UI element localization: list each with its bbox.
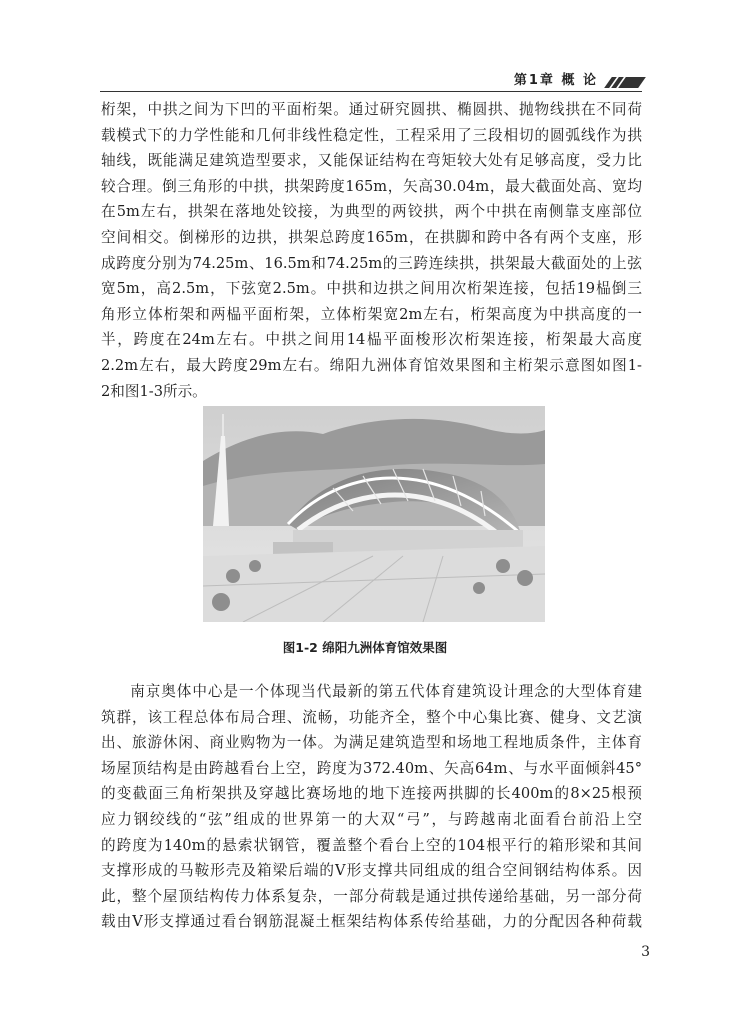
- text-line: 宽5m，高2.5m，下弦宽2.5m。中拱和边拱之间用次桁架连接，包括19榀倒三: [101, 280, 642, 298]
- text-line: 角形立体桁架和两榀平面桁架，立体桁架宽2m左右，桁架高度为中拱高度的一: [101, 305, 642, 323]
- text-line: 的变截面三角桁架拱及穿越比赛场地的地下连接两拱脚的长400m的8×25根预: [101, 785, 642, 803]
- text-line: 载模式下的力学性能和几何非线性稳定性，工程采用了三段相切的圆弧线作为拱: [101, 126, 642, 144]
- text-line: 筑群，该工程总体布局合理、流畅，功能齐全，整个中心集比赛、健身、文艺演: [101, 708, 642, 726]
- text-line: 半，跨度在24m左右。中拱之间用14榀平面梭形次桁架连接，桁架最大高度: [101, 331, 642, 349]
- text-line: 应力钢绞线的“弦”组成的世界第一的大双“弓”，与跨越南北面看台前沿上空: [101, 810, 642, 828]
- figure-caption: 图1-2 绵阳九洲体育馆效果图: [282, 640, 448, 655]
- text-line: 桁架，中拱之间为下凹的平面桁架。通过研究圆拱、椭圆拱、抛物线拱在不同荷: [101, 101, 642, 118]
- text-line: 场屋顶结构是由跨越看台上空，跨度为372.40m、矢高64m、与水平面倾斜45°: [101, 759, 642, 777]
- gymnasium-rendering-photo: [203, 406, 545, 622]
- running-header: [100, 66, 642, 92]
- text-line: 南京奥体中心是一个体现当代最新的第五代体育建筑设计理念的大型体育建: [130, 683, 642, 700]
- page-number: 3: [641, 944, 650, 960]
- text-line: 在5m左右，拱架在落地处铰接，为典型的两铰拱，两个中拱在南侧靠支座部位: [101, 203, 642, 221]
- text-line: 的跨度为140m的悬索状钢管，覆盖整个看台上空的104根平行的箱形梁和其间: [101, 836, 642, 854]
- text-line: 出、旅游休闲、商业购物为一体。为满足建筑造型和场地工程地质条件，主体育: [101, 734, 642, 752]
- text-line: 较合理。倒三角形的中拱，拱架跨度165m，矢高30.04m，最大截面处高、宽均: [101, 177, 642, 195]
- paragraph-nanjing-olympic-center: [101, 679, 642, 935]
- text-line: 2.2m左右，最大跨度29m左右。绵阳九洲体育馆效果图和主桁架示意图如图1-: [101, 356, 642, 374]
- text-line: 空间相交。倒梯形的边拱，拱架总跨度165m，在拱脚和跨中各有两个支座，形: [101, 228, 642, 246]
- text-line: 载由V形支撑通过看台钢筋混凝土框架结构体系传给基础，力的分配因各种荷载: [101, 913, 642, 931]
- text-line: 此，整个屋顶结构传力体系复杂，一部分荷载是通过拱传递给基础，另一部分荷: [101, 887, 642, 905]
- text-line: 2和图1-3所示。: [101, 382, 207, 400]
- text-line: 支撑形成的马鞍形壳及箱梁后端的V形支撑共同组成的组合空间钢结构体系。因: [101, 862, 642, 880]
- text-line: 轴线，既能满足建筑造型要求，又能保证结构在弯矩较大处有足够高度，受力比: [101, 152, 642, 170]
- paragraph-arch-structure: [101, 97, 642, 404]
- text-line: 成跨度分别为74.25m、16.5m和74.25m的三跨连续拱，拱架最大截面处的上弦: [101, 254, 642, 272]
- header-stripes-decoration: [604, 77, 646, 88]
- chapter-title: 第1章 概 论: [513, 73, 598, 88]
